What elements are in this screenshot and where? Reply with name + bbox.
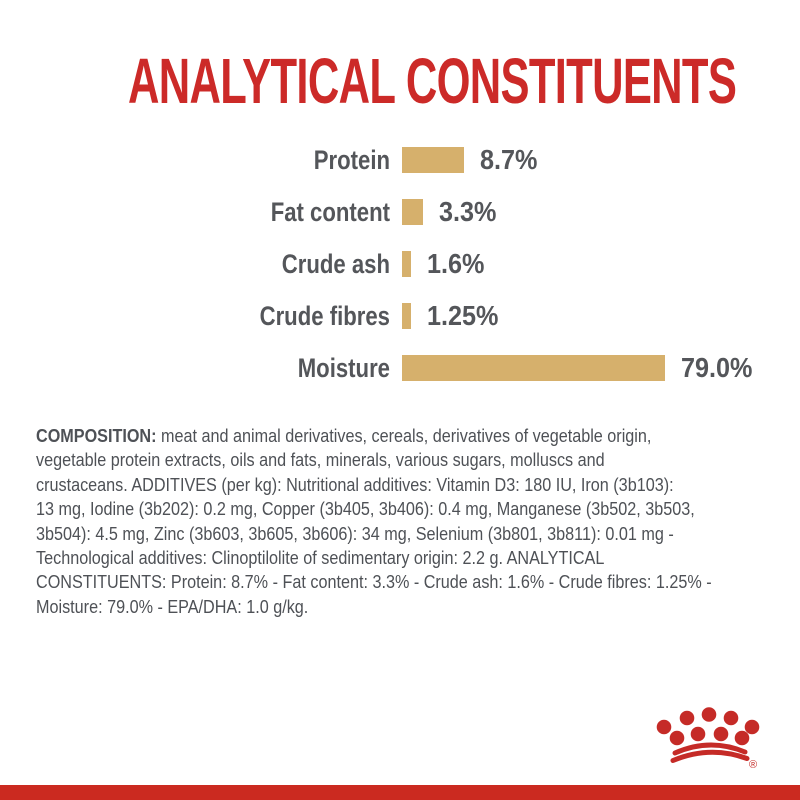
category-label: Fat content — [270, 196, 390, 227]
category-label: Crude fibres — [259, 300, 390, 331]
category-label: Crude ash — [281, 248, 390, 279]
chart-row — [0, 342, 800, 394]
chart-row — [0, 186, 800, 238]
bar-fat-content — [402, 199, 423, 225]
footer-red-bar — [0, 785, 800, 800]
bar-protein — [402, 147, 464, 173]
bar-moisture — [402, 355, 665, 381]
chart-row — [0, 290, 800, 342]
composition-label: COMPOSITION: — [36, 425, 157, 446]
value-label: 79.0% — [681, 352, 753, 383]
category-label: Moisture — [297, 352, 390, 383]
bar-crude-fibres — [402, 303, 411, 329]
bar-crude-ash — [402, 251, 411, 277]
page-title: ANALYTICAL CONSTITUENTS — [128, 45, 737, 117]
value-label: 3.3% — [439, 196, 497, 227]
value-label: 1.6% — [427, 248, 485, 279]
royal-canin-crown-icon — [645, 706, 767, 776]
chart-row — [0, 134, 800, 186]
constituents-bar-chart — [0, 134, 800, 394]
category-label: Protein — [313, 144, 390, 175]
registered-trademark: ® — [749, 759, 758, 771]
composition-text: COMPOSITION: meat and animal derivatives, cereals, derivatives of vegetable origin, vegetable protein extracts, oils and fats, minerals, various sugars, molluscs and crustaceans. ADDITIVES (per kg): Nutritional additives: Vitamin D3: 180 IU, Iron (3b103): 13 mg, Iodine (3b202): 0.2 mg, Copper (3b405, 3b406): 0.4 mg, Manganese (3b502, 3b503, 3b504): 4.5 mg, Zinc (3b603, 3b605, 3b606): 34 mg, Selenium (3b801, 3b811): 0.01 mg - Technological additives: Clinoptilolite of sedimentary origin: 2.2 g. ANALYTICAL CONSTITUENTS: Protein: 8.7% - Fat content: 3.3% - Crude ash: 1.6% - Crude fibres: 1.25% - Moisture: 79.0% - EPA/DHA: 1.0 g/kg. — [36, 425, 712, 617]
chart-row — [0, 238, 800, 290]
value-label: 1.25% — [427, 300, 499, 331]
value-label: 8.7% — [480, 144, 538, 175]
